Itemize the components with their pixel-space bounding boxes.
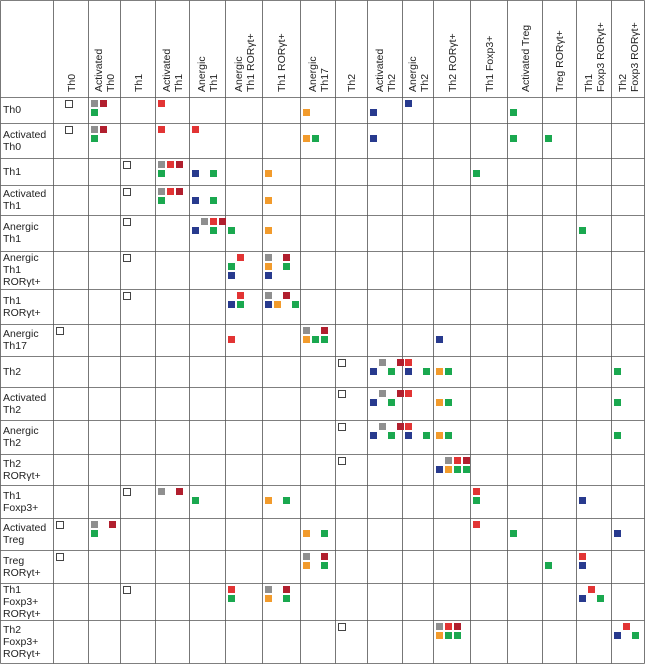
colored-square-marker xyxy=(436,623,443,630)
column-header: Activated Treg xyxy=(519,24,532,92)
row-header: Th1 xyxy=(3,165,22,178)
colored-square-marker xyxy=(265,263,272,270)
column-header: Activated xyxy=(161,48,173,92)
colored-square-marker xyxy=(265,595,272,602)
empty-square-marker xyxy=(56,553,64,561)
colored-square-marker xyxy=(201,218,208,225)
colored-square-marker xyxy=(632,632,639,639)
colored-square-marker xyxy=(397,423,404,430)
empty-square-marker xyxy=(65,126,73,134)
row-header: RORγt+ xyxy=(3,607,41,620)
colored-square-marker xyxy=(312,135,319,142)
colored-square-marker xyxy=(405,359,412,366)
colored-square-marker xyxy=(265,227,272,234)
colored-square-marker xyxy=(303,562,310,569)
column-header: Th2 xyxy=(346,73,358,92)
colored-square-marker xyxy=(303,327,310,334)
colored-square-marker xyxy=(91,126,98,133)
column-header: Anergic xyxy=(406,56,419,92)
colored-square-marker xyxy=(176,188,183,195)
empty-square-marker xyxy=(123,586,131,594)
colored-square-marker xyxy=(303,530,310,537)
row-header: RORγt+ xyxy=(3,306,41,319)
colored-square-marker xyxy=(192,170,199,177)
colored-square-marker xyxy=(579,227,586,234)
colored-square-marker xyxy=(473,521,480,528)
colored-square-marker xyxy=(379,423,386,430)
empty-square-marker xyxy=(56,327,64,335)
colored-square-marker xyxy=(265,254,272,261)
empty-square-marker xyxy=(338,423,346,431)
column-header: Activated xyxy=(373,48,386,92)
colored-square-marker xyxy=(405,368,412,375)
colored-square-marker xyxy=(388,432,395,439)
colored-square-marker xyxy=(436,336,443,343)
colored-square-marker xyxy=(219,218,226,225)
colored-square-marker xyxy=(303,336,310,343)
colored-square-marker xyxy=(579,497,586,504)
row-header: Anergic xyxy=(3,221,39,233)
colored-square-marker xyxy=(228,301,235,308)
column-header: Th1 xyxy=(132,73,145,92)
colored-square-marker xyxy=(436,466,443,473)
colored-square-marker xyxy=(237,254,244,261)
colored-square-marker xyxy=(237,292,244,299)
row-header: Th2 xyxy=(3,624,22,636)
colored-square-marker xyxy=(91,100,98,107)
column-header: Th1 xyxy=(208,73,220,92)
colored-square-marker xyxy=(91,135,98,142)
colored-square-marker xyxy=(405,390,412,397)
column-header: Th0 xyxy=(65,73,78,92)
column-header: Th2 RORγt+ xyxy=(446,33,459,92)
column-header: Anergic xyxy=(196,56,208,92)
colored-square-marker xyxy=(379,390,386,397)
row-header: RORγt+ xyxy=(3,648,41,660)
empty-square-marker xyxy=(65,100,73,108)
row-header: Th0 xyxy=(3,104,22,116)
row-header: Anergic xyxy=(3,328,39,340)
colored-square-marker xyxy=(158,126,165,133)
column-header: Th2 xyxy=(418,73,431,92)
row-header: RORγt+ xyxy=(3,566,41,579)
row-header: Th17 xyxy=(3,340,27,352)
row-header: RORγt+ xyxy=(3,276,41,288)
colored-square-marker xyxy=(100,126,107,133)
column-header: Foxp3 RORγt+ xyxy=(629,22,641,92)
colored-square-marker xyxy=(445,457,452,464)
colored-square-marker xyxy=(192,197,199,204)
colored-square-marker xyxy=(454,466,461,473)
row-header: Activated xyxy=(3,391,47,404)
colored-square-marker xyxy=(228,595,235,602)
row-header: Th2 xyxy=(3,403,22,416)
colored-square-marker xyxy=(510,530,517,537)
row-header: Treg xyxy=(3,554,25,567)
row-header: RORγt+ xyxy=(3,469,41,482)
colored-square-marker xyxy=(370,399,377,406)
colored-square-marker xyxy=(176,161,183,168)
column-header: Anergic xyxy=(306,56,319,92)
colored-square-marker xyxy=(228,586,235,593)
colored-square-marker xyxy=(545,135,552,142)
row-header: Foxp3+ xyxy=(3,595,39,608)
colored-square-marker xyxy=(614,368,621,375)
colored-square-marker xyxy=(274,301,281,308)
row-header: Th1 xyxy=(3,583,22,596)
colored-square-marker xyxy=(579,553,586,560)
colored-square-marker xyxy=(228,227,235,234)
colored-square-marker xyxy=(473,497,480,504)
colored-square-marker xyxy=(265,292,272,299)
colored-square-marker xyxy=(210,218,217,225)
colored-square-marker xyxy=(463,457,470,464)
colored-square-marker xyxy=(283,292,290,299)
colored-square-marker xyxy=(445,623,452,630)
colored-square-marker xyxy=(303,135,310,142)
row-header: Th2 xyxy=(3,365,22,378)
colored-square-marker xyxy=(405,432,412,439)
column-header: Treg RORγt+ xyxy=(554,30,566,92)
colored-square-marker xyxy=(210,227,217,234)
colored-square-marker xyxy=(210,170,217,177)
colored-square-marker xyxy=(445,432,452,439)
row-header: Activated xyxy=(3,188,47,200)
row-header: Th2 xyxy=(3,457,22,470)
colored-square-marker xyxy=(614,432,621,439)
colored-square-marker xyxy=(321,336,328,343)
colored-square-marker xyxy=(321,530,328,537)
colored-square-marker xyxy=(292,301,299,308)
colored-square-marker xyxy=(614,399,621,406)
colored-square-marker xyxy=(473,170,480,177)
colored-square-marker xyxy=(167,188,174,195)
empty-square-marker xyxy=(123,161,131,169)
colored-square-marker xyxy=(321,327,328,334)
colored-square-marker xyxy=(192,227,199,234)
row-header: Th1 xyxy=(3,294,22,307)
colored-square-marker xyxy=(454,457,461,464)
colored-square-marker xyxy=(265,272,272,279)
colored-square-marker xyxy=(321,562,328,569)
column-header: Th1 Foxp3+ xyxy=(483,35,496,92)
colored-square-marker xyxy=(228,272,235,279)
row-header: Th2 xyxy=(3,437,22,449)
empty-square-marker xyxy=(123,254,131,262)
column-header: Th1 xyxy=(173,73,185,92)
colored-square-marker xyxy=(454,623,461,630)
colored-square-marker xyxy=(158,488,165,495)
colored-square-marker xyxy=(228,263,235,270)
colored-square-marker xyxy=(388,368,395,375)
colored-square-marker xyxy=(445,399,452,406)
colored-square-marker xyxy=(510,135,517,142)
colored-square-marker xyxy=(454,632,461,639)
column-header: Th2 xyxy=(385,73,398,92)
colored-square-marker xyxy=(370,368,377,375)
colored-square-marker xyxy=(379,359,386,366)
colored-square-marker xyxy=(397,390,404,397)
colored-square-marker xyxy=(303,553,310,560)
colored-square-marker xyxy=(283,586,290,593)
colored-square-marker xyxy=(237,301,244,308)
colored-square-marker xyxy=(265,497,272,504)
colored-square-marker xyxy=(192,497,199,504)
colored-square-marker xyxy=(463,466,470,473)
colored-square-marker xyxy=(579,595,586,602)
colored-square-marker xyxy=(283,497,290,504)
row-header: Treg xyxy=(3,534,25,546)
row-header: Th1 xyxy=(3,200,22,212)
colored-square-marker xyxy=(312,336,319,343)
colored-square-marker xyxy=(445,632,452,639)
colored-square-marker xyxy=(283,595,290,602)
colored-square-marker xyxy=(158,197,165,204)
empty-square-marker xyxy=(338,457,346,465)
colored-square-marker xyxy=(436,399,443,406)
colored-square-marker xyxy=(109,521,116,528)
colored-square-marker xyxy=(265,170,272,177)
row-header: Anergic xyxy=(3,252,39,264)
colored-square-marker xyxy=(423,368,430,375)
colored-square-marker xyxy=(283,254,290,261)
row-header: Th0 xyxy=(3,140,22,153)
colored-square-marker xyxy=(265,197,272,204)
row-header: Foxp3+ xyxy=(3,636,39,648)
column-header: Th17 xyxy=(318,68,331,92)
column-header: Th1 RORγt+ xyxy=(244,33,257,92)
empty-square-marker xyxy=(338,390,346,398)
column-header: Anergic xyxy=(232,56,245,92)
colored-square-marker xyxy=(158,100,165,107)
colored-square-marker xyxy=(283,263,290,270)
colored-square-marker xyxy=(436,632,443,639)
row-header: Foxp3+ xyxy=(3,501,39,514)
column-header: Foxp3 RORγt+ xyxy=(594,22,607,92)
colored-square-marker xyxy=(436,368,443,375)
colored-square-marker xyxy=(370,432,377,439)
colored-square-marker xyxy=(370,109,377,116)
empty-square-marker xyxy=(338,359,346,367)
colored-square-marker xyxy=(623,623,630,630)
row-header: Anergic xyxy=(3,425,39,437)
colored-square-marker xyxy=(588,586,595,593)
colored-square-marker xyxy=(370,135,377,142)
colored-square-marker xyxy=(158,161,165,168)
colored-square-marker xyxy=(388,399,395,406)
column-header: Th0 xyxy=(105,73,117,92)
colored-square-marker xyxy=(436,432,443,439)
colored-square-marker xyxy=(158,170,165,177)
colored-square-marker xyxy=(614,530,621,537)
colored-square-marker xyxy=(423,432,430,439)
empty-square-marker xyxy=(123,292,131,300)
row-header: Th1 xyxy=(3,264,22,276)
colored-square-marker xyxy=(405,100,412,107)
column-header: Th1 RORγt+ xyxy=(276,33,288,92)
colored-square-marker xyxy=(545,562,552,569)
row-header: Th1 xyxy=(3,489,22,502)
colored-square-marker xyxy=(158,188,165,195)
column-header: Th1 xyxy=(582,73,595,92)
column-header: Th2 xyxy=(617,73,629,92)
empty-square-marker xyxy=(123,488,131,496)
colored-square-marker xyxy=(405,423,412,430)
colored-square-marker xyxy=(445,368,452,375)
row-header: Th1 xyxy=(3,233,22,245)
colored-square-marker xyxy=(265,586,272,593)
colored-square-marker xyxy=(91,109,98,116)
colored-square-marker xyxy=(100,100,107,107)
colored-square-marker xyxy=(473,488,480,495)
colored-square-marker xyxy=(176,488,183,495)
colored-square-marker xyxy=(579,562,586,569)
empty-square-marker xyxy=(338,623,346,631)
colored-square-marker xyxy=(228,336,235,343)
colored-square-marker xyxy=(167,161,174,168)
colored-square-marker xyxy=(303,109,310,116)
colored-square-marker xyxy=(614,632,621,639)
empty-square-marker xyxy=(123,188,131,196)
colored-square-marker xyxy=(597,595,604,602)
colored-square-marker xyxy=(510,109,517,116)
colored-square-marker xyxy=(445,466,452,473)
colored-square-marker xyxy=(321,553,328,560)
colored-square-marker xyxy=(192,126,199,133)
colored-square-marker xyxy=(397,359,404,366)
column-header: Activated xyxy=(93,48,105,92)
empty-square-marker xyxy=(56,521,64,529)
empty-square-marker xyxy=(123,218,131,226)
row-header: Activated xyxy=(3,128,47,141)
colored-square-marker xyxy=(210,197,217,204)
colored-square-marker xyxy=(91,530,98,537)
row-header: Activated xyxy=(3,522,47,534)
colored-square-marker xyxy=(91,521,98,528)
colored-square-marker xyxy=(265,301,272,308)
